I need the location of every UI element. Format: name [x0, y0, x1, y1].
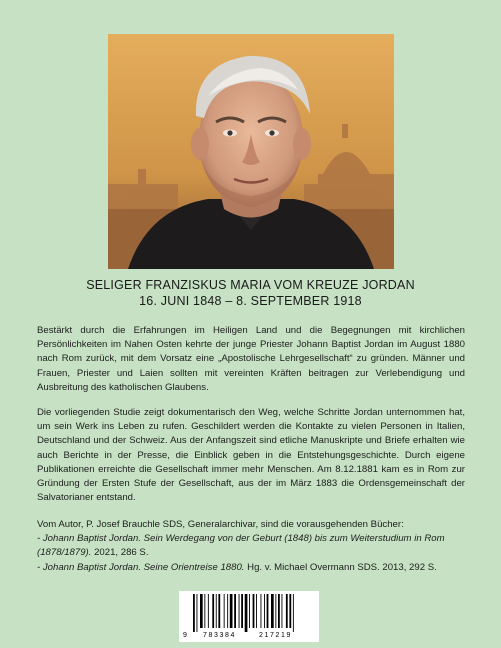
description-paragraph-1: Bestärkt durch die Erfahrungen im Heiligen Land und die Begegnungen mit kirchlichen Persönlichkeiten im Nahen Osten kehrte der junge Priester Johann Baptist Jordan im August 1880 nach Rom zurück, mit dem Vorsatz eine „Apostolische Lehrgesellschaft“ zu gründen. Männer und Frauen, Priester und Laien sollten mit vereinten Kräften beitragen zur Verlebendigung und Ausbreitung des katholischen Glaubens. [37, 325, 465, 393]
barcode-digit-group-2: 217219 [259, 632, 292, 639]
barcode-digit-group-1: 783384 [203, 632, 236, 639]
barcode-bar [256, 594, 257, 628]
books-intro: Vom Autor, P. Josef Brauchle SDS, Generalarchivar, sind die vorausgehenden Bücher: [37, 519, 404, 530]
previous-books-list [37, 518, 465, 575]
barcode-bar [216, 594, 217, 628]
barcode-bar [275, 594, 276, 628]
book-subject-dates: 16. JUNI 1848 – 8. SEPTEMBER 1918 [139, 294, 362, 308]
barcode-bar [289, 594, 291, 628]
barcode-bar [204, 594, 205, 628]
barcode-bar [218, 594, 220, 628]
barcode-bar [282, 594, 283, 628]
book-entry-1-title: - Johann Baptist Jordan. Sein Werdegang von der Geburt (1848) bis zum Weiterstudium in Rom (1878/1879). [37, 533, 445, 559]
description-paragraph-2: Die vorliegenden Studie zeigt dokumentarisch den Weg, welche Schritte Jordan unternommen hat, um sein Werk ins Leben zu rufen. Geschildert werden die Kontakte zu vielen Personen in Italien, Deutschland und der Schweiz. Aus der Anfangszeit sind etliche Manuskripte und Briefe erhalten wie auch Berichte in der Presse, die Einblick geben in die Entstehungsgeschichte. Durch eigene Publikationen erreichte die Gesellschaft immer mehr Menschen. Am 8.12.1881 kam es in Rom zur Gründung der Ersten Stufe der Gesellschaft, aus der im März 1883 die Ordensgemeinschaft der Salvatorianer entstand. [37, 407, 465, 504]
barcode-bar [200, 594, 203, 628]
barcode-bar [197, 594, 198, 632]
book-subject-name: SELIGER FRANZISKUS MARIA VOM KREUZE JORDAN [86, 278, 415, 292]
barcode-bar [293, 594, 294, 632]
barcode-bar [249, 594, 250, 628]
barcode-bar [245, 594, 248, 632]
barcode-bar [239, 594, 240, 628]
barcode-bar [193, 594, 195, 632]
barcode-bar [234, 594, 236, 628]
barcode-bar [230, 594, 233, 628]
barcode-bars [179, 591, 319, 633]
book-entry-2 [37, 561, 465, 575]
barcode-bar [267, 594, 269, 628]
barcode-bar [212, 594, 214, 628]
barcode-bar [241, 594, 243, 628]
book-entry-2-title: - Johann Baptist Jordan. Seine Orientreise 1880. [37, 561, 245, 573]
barcode-bar [253, 594, 255, 628]
book-entry-1-info: 2021, 286 S. [91, 547, 149, 559]
barcode-bar [271, 594, 274, 628]
book-entry-1 [37, 532, 465, 560]
portrait-painting [108, 34, 394, 269]
barcode-bar [224, 594, 225, 628]
barcode-bar [208, 594, 209, 628]
barcode-bar [278, 594, 280, 628]
barcode-bar [227, 594, 228, 628]
barcode-bar [261, 594, 262, 628]
barcode-digit-lead: 9 [183, 632, 187, 639]
book-entry-2-info: Hg. v. Michael Overmann SDS. 2013, 292 S. [244, 561, 437, 573]
isbn-barcode [179, 591, 319, 642]
barcode-bar [286, 594, 288, 628]
barcode-bar [264, 594, 265, 628]
